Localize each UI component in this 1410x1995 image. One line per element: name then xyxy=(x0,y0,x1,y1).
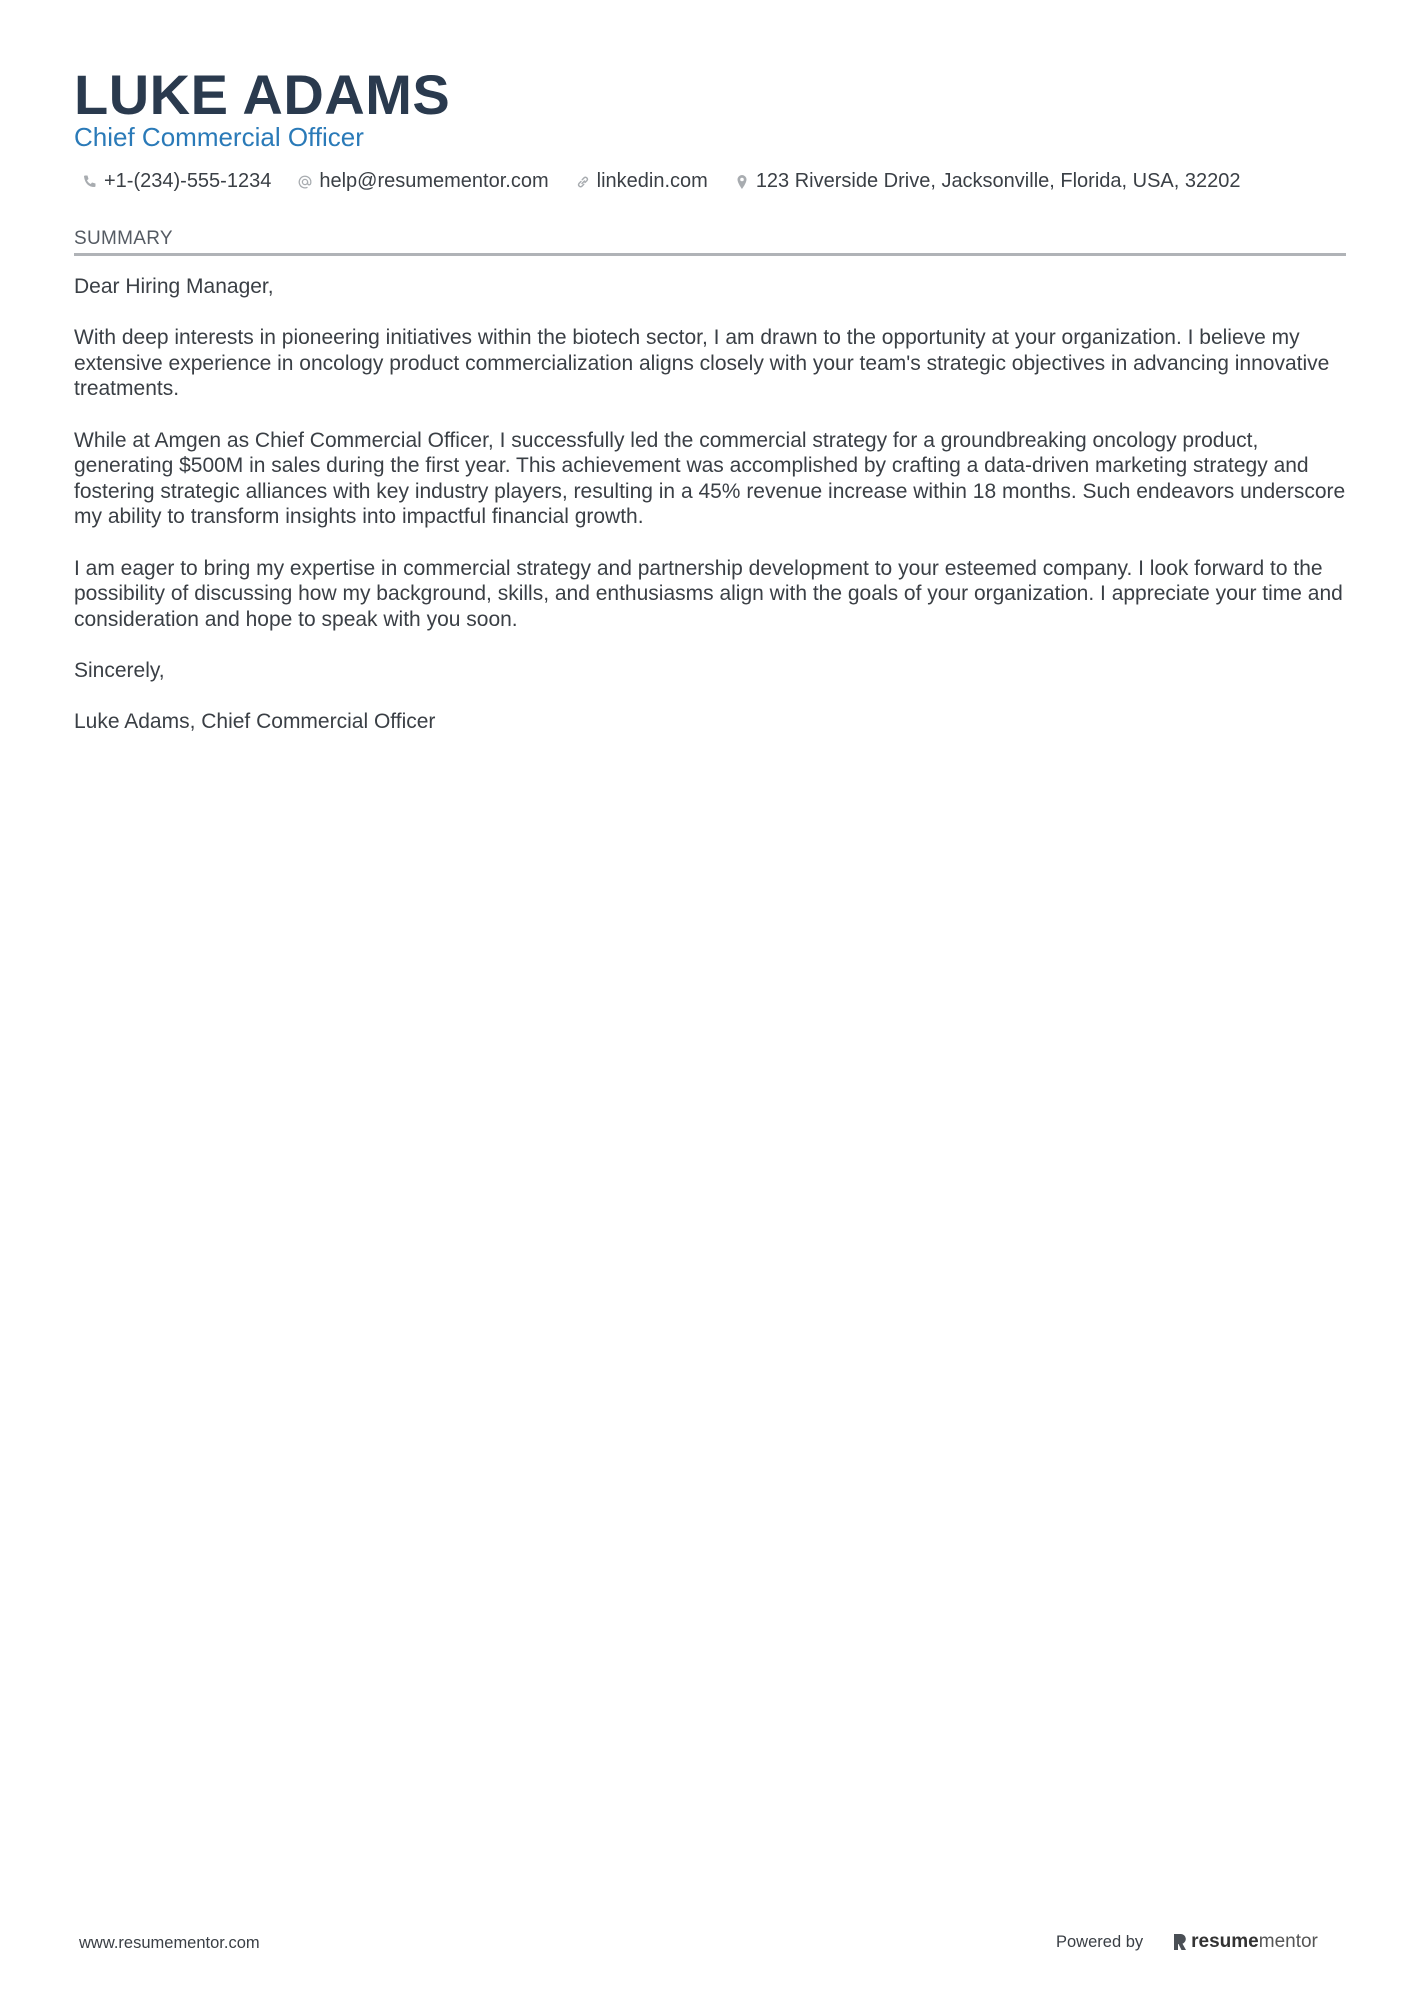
footer-powered-by xyxy=(1056,1931,1318,1953)
logo-bold-text: resume xyxy=(1191,1931,1259,1952)
logo-mark-icon xyxy=(1173,1933,1187,1951)
email-text[interactable]: help@resumementor.com xyxy=(319,170,549,192)
address-text: 123 Riverside Drive, Jacksonville, Florida, USA, 32202 xyxy=(755,170,1241,192)
contact-linkedin[interactable] xyxy=(575,170,708,193)
section-heading-summary: SUMMARY xyxy=(74,228,173,249)
letter-greeting: Dear Hiring Manager, xyxy=(74,275,274,298)
logo-light-text: mentor xyxy=(1258,1931,1318,1952)
phone-text: +1-(234)-555-1234 xyxy=(104,170,272,192)
contact-phone xyxy=(82,170,271,193)
letter-paragraph: I am eager to bring my expertise in commercial strategy and partnership development to your esteemed company. I look forward to the possibility of discussing how my background, skills, and enthusiasms align with the goals of your organization. I appreciate your time and consideration and hope to speak with you soon. xyxy=(74,556,1343,631)
contact-bar xyxy=(82,170,1240,193)
footer-website[interactable]: www.resumementor.com xyxy=(79,1934,260,1952)
location-icon xyxy=(734,174,750,190)
contact-address xyxy=(734,170,1241,193)
linkedin-text[interactable]: linkedin.com xyxy=(596,170,708,192)
letter-body xyxy=(74,274,1346,760)
letter-closing: Sincerely, xyxy=(74,658,165,682)
candidate-name: LUKE ADAMS xyxy=(74,63,451,126)
at-icon xyxy=(297,174,313,190)
letter-paragraph: While at Amgen as Chief Commercial Officer, I successfully led the commercial strategy for a groundbreaking oncology product, generating $500M in sales during the first year. This achievement was accomplished by crafting a data-driven marketing strategy and fostering strategic alliances with key industry players, resulting in a 45% revenue increase within 18 months. Such endeavors underscore my ability to transform insights into impactful financial growth. xyxy=(74,428,1346,529)
section-divider xyxy=(74,253,1346,256)
phone-icon xyxy=(82,174,98,190)
letter-signature: Luke Adams, Chief Commercial Officer xyxy=(74,710,436,734)
powered-by-text: Powered by xyxy=(1056,1932,1144,1951)
resumementor-logo[interactable] xyxy=(1173,1931,1318,1953)
job-title: Chief Commercial Officer xyxy=(74,122,364,152)
letter-paragraph: With deep interests in pioneering initiatives within the biotech sector, I am drawn to the opportunity at your organization. I believe my extensive experience in oncology product commercialization aligns closely with your team's strategic objectives in advancing innovative treatments. xyxy=(74,326,1330,401)
contact-email[interactable] xyxy=(297,170,548,193)
link-icon xyxy=(575,174,591,190)
